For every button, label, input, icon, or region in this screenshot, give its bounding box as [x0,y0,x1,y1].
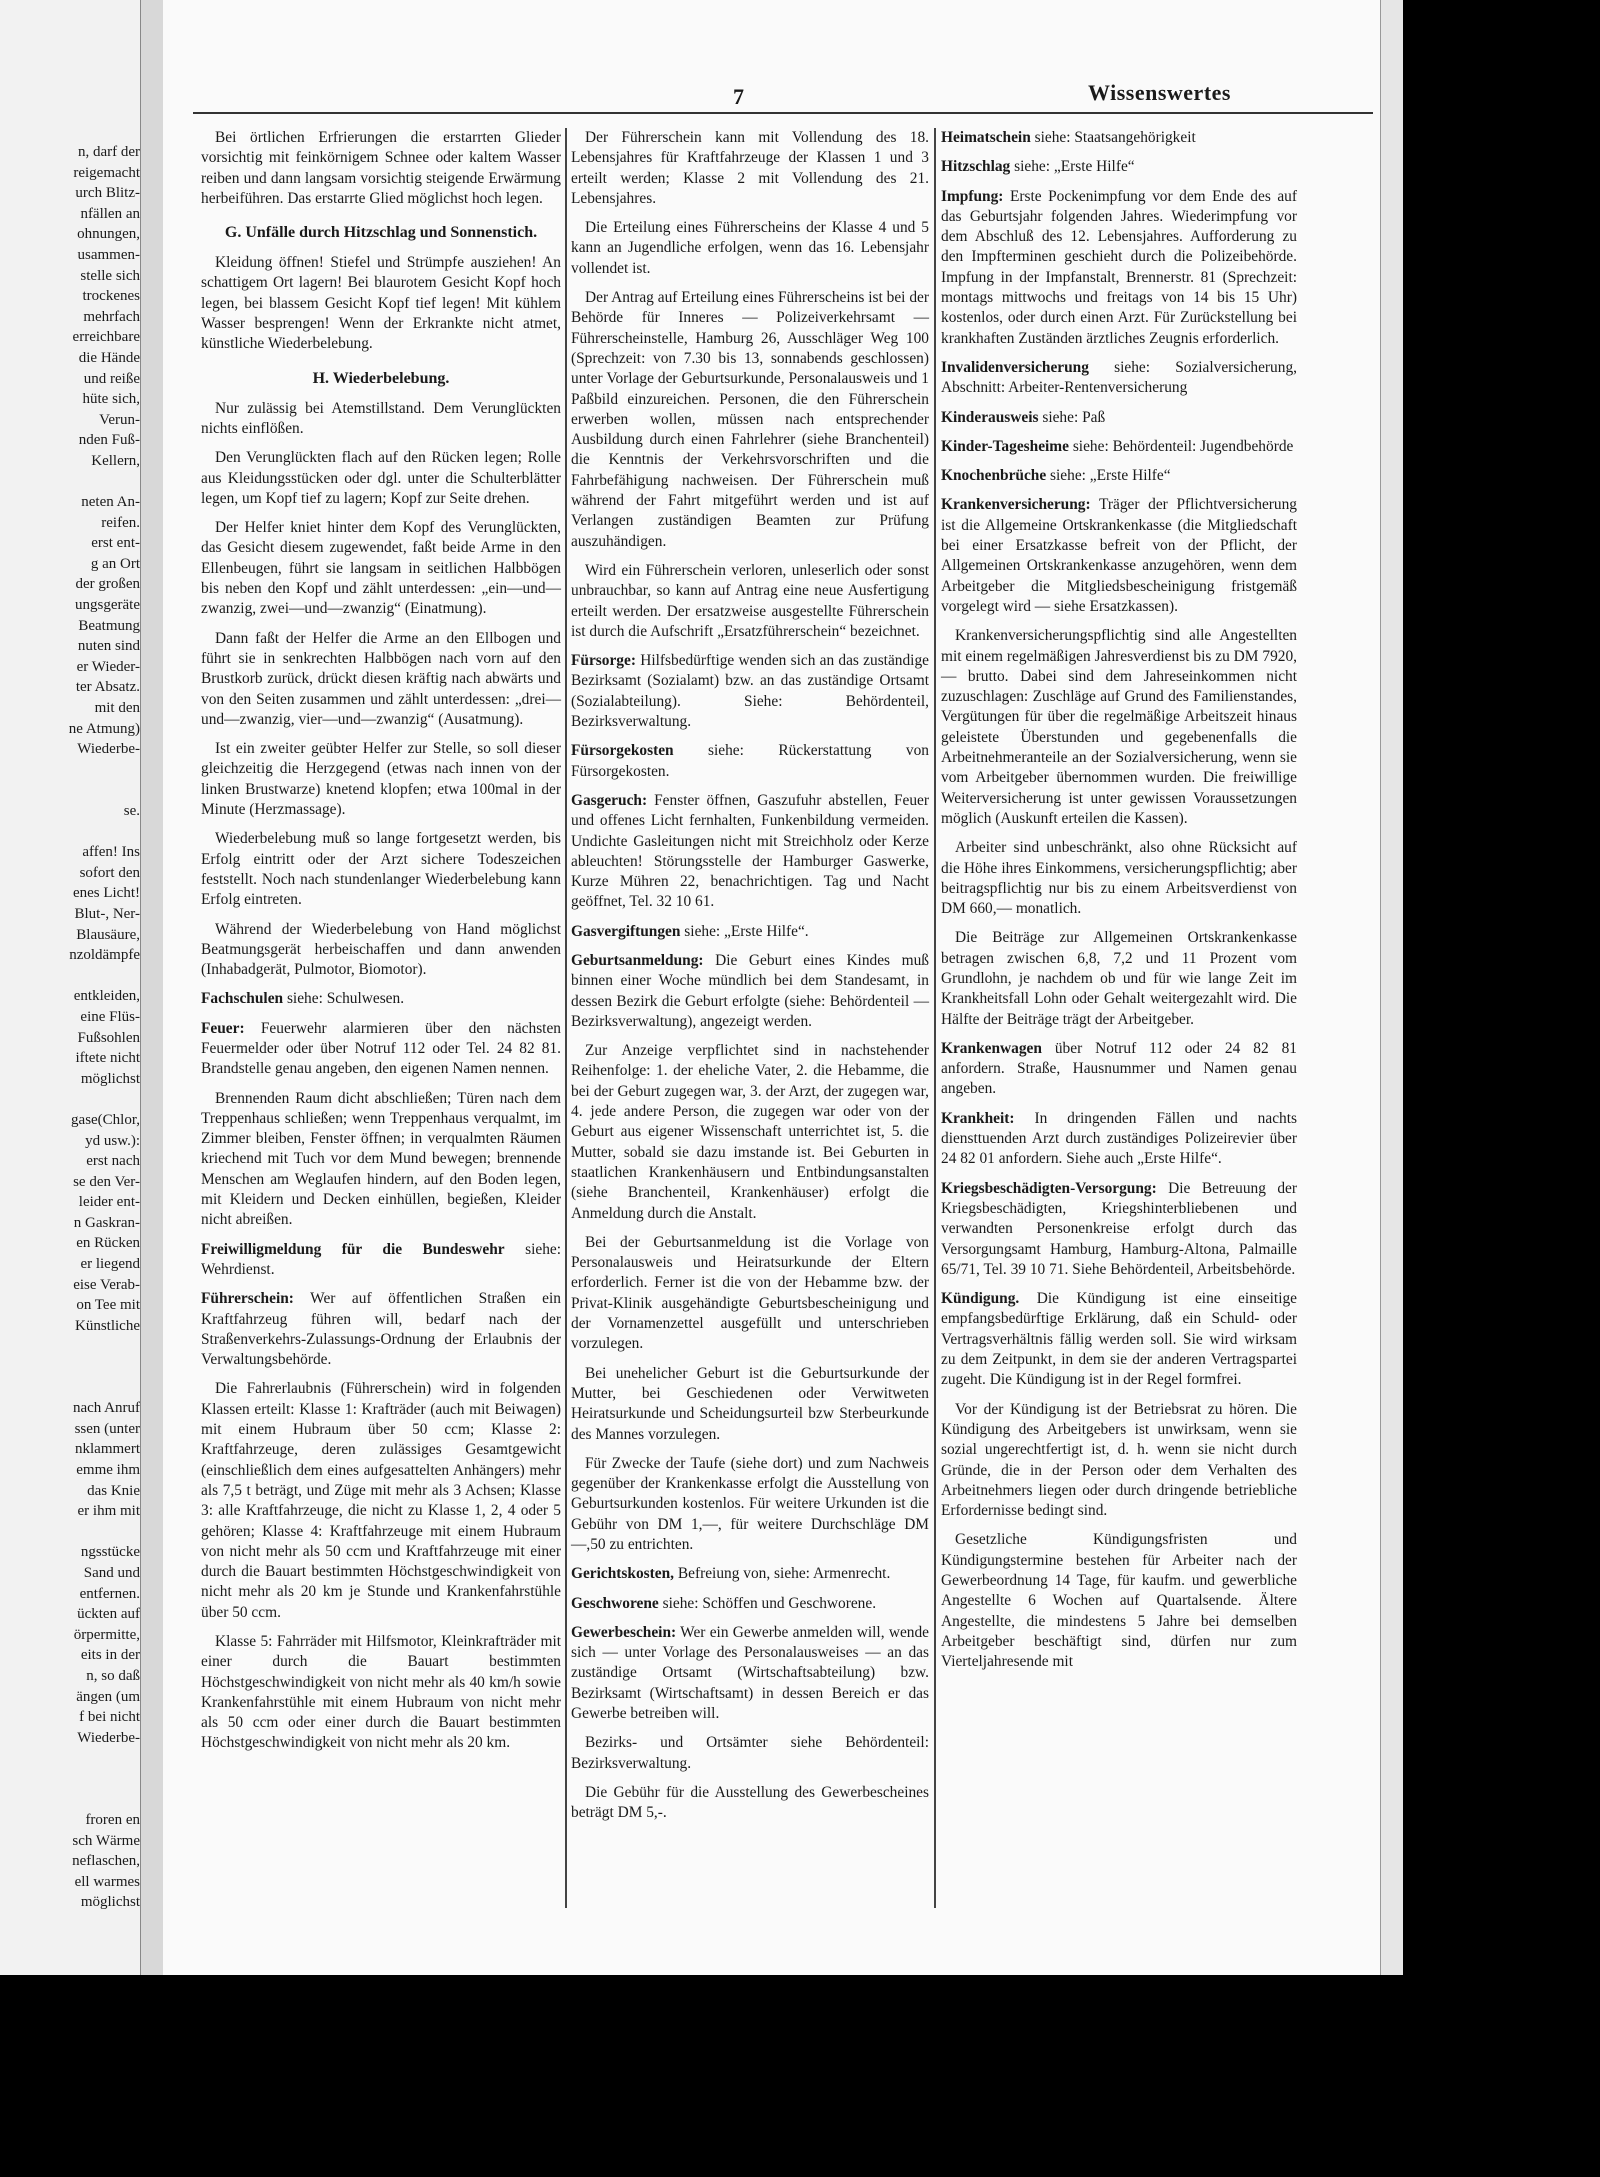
entry-term: Hitzschlag [941,158,1011,176]
left-page-line [4,1357,140,1378]
entry-kriegsbeschaedigten [941,1179,1297,1280]
paragraph: Krankenversicherungspflichtig sind alle Angestellten mit einem regelmäßigen Jahresverdienst bis zu DM 7920,— brutto. Dabei sind dem Jahreseinkommen nicht zuzuschlagen: Zuschläge auf Grund des Familienstandes, Vergütungen für über die regelmäßige Arbeitszeit hinaus geleistete Überstunden und gegebenenfalls die Arbeitnehmeranteile an der Sozialversicherung, wenn sie vom Arbeitgeber übernommen wurden. Die freiwillige Weiterversicherung ist unter gewissen Voraussetzungen möglich (Auskunft erteilen die Kassen). [941,627,1297,827]
left-page-line: reifen. [101,514,140,531]
entry-kinderausweis [941,408,1297,428]
paragraph: Die Erteilung eines Führerscheins der Klasse 4 und 5 kann an Jugendliche erfolgen, wenn das 16. Lebensjahr vollendet ist. [571,219,929,277]
entry-bundeswehr [201,1240,561,1281]
left-page-line: en Rücken [76,1235,140,1252]
left-page-line: n Gaskran- [73,1214,140,1231]
entry-text: siehe: Sozialversicherung, Abschnitt: Arbeiter-Rentenversicherung [941,358,1297,397]
page-number: 7 [733,84,744,109]
left-page-line: g an Ort [90,555,140,572]
left-page-line: se. [123,803,140,819]
left-page-line: das Knie [87,1482,140,1499]
entry-gasvergiftungen [571,922,929,942]
left-page-line: er ihm mit [77,1503,140,1520]
left-page-line: on Tee mit [76,1297,140,1314]
left-page-line: iftete nicht [75,1050,140,1067]
entry-term: Gasgeruch: [571,791,648,809]
paragraph: Die Gebühr für die Ausstellung des Gewerbescheines beträgt DM 5,-. [571,1783,929,1822]
paragraph: Der Antrag auf Erteilung eines Führerscheins ist bei der Behörde für Inneres — Polizeiverkehrsamt — Führerscheinstelle, Hamburg 26, Ausschläger Weg 100 (Sprechzeit: von 7.30 bis 13, sonnabends geschlossen) unter Vorlage der Geburtsurkunde, Personalausweis und 1 Paßbild einzureichen. Personen, die den Führerschein erwerben wollen, müssen nach entsprechender Ausbildung durch einen Fahrlehrer (siehe Branchenteil) die Kenntnis der Verkehrsvorschriften und die Fahrbefähigung nachweisen. Der Führerschein muß während der Fahrt mitgeführt werden und ist auf Verlangen zuständigen Beamten zur Prüfung auszuhändigen. [571,289,929,550]
entry-fuersorgekosten [571,741,929,782]
entry-kinder-tagesheime [941,437,1297,457]
left-page-line [4,966,140,987]
paragraph: Kleidung öffnen! Stiefel und Strümpfe ausziehen! An schattigem Ort lagern! Bei blaurotem Gesicht Kopf hoch legen, bei blassem Gesicht Kopf tief legen! Mit kühlem Wasser besprengen! Wenn der Erkrankte nicht atmet, künstliche Wiederbelebung. [201,254,561,353]
entry-term: Krankenwagen [941,1039,1042,1057]
left-page-line [4,1748,140,1769]
entry-text: In dringenden Fällen und nachts diensttuenden Arzt durch zuständiges Polizeirevier über 24 82 01 anfordern. Siehe auch „Erste Hilfe“. [941,1109,1297,1168]
left-page-line: die Hände [78,349,140,366]
entry-term: Kündigung. [941,1290,1020,1308]
left-page-line [4,1336,140,1357]
entry-term: Fürsorge: [571,652,636,670]
left-page-line: n, so daß [86,1667,140,1684]
entry-term: Knochenbrüche [941,467,1047,485]
entry-text: Hilfsbedürftige wenden sich an das zuständige Bezirksamt (Sozialamt) bzw. an das zuständige Ortsamt (Sozialabteilung). Siehe: Behördenteil, Bezirksverwaltung. [571,652,929,731]
entry-hitzschlag [941,157,1297,177]
paragraph: Während der Wiederbelebung von Hand möglichst Beatmungsgerät herbeischaffen und dann anwenden (Inhabadgerät, Pulmotor, Biomotor). [201,920,561,979]
entry-krankheit [941,1109,1297,1170]
entry-text: Die Geburt eines Kindes muß binnen einer Woche mündlich bei dem Standesamt, in dessen Bezirk die Geburt erfolgte (siehe: Behördenteil — Bezirksverwaltung), angezeigt werden. [571,951,929,1030]
left-page-line: mehrfach [83,308,140,325]
page-edge [1380,0,1403,1975]
left-page-line: erst ent- [91,535,140,552]
left-page-line: mit den [94,700,140,717]
left-page-line [4,1378,140,1399]
left-page-line: ngsstücke [80,1544,140,1561]
entry-text: über Notruf 112 oder 24 82 81 anfordern. Straße, Hausnummer und Namen genau angeben. [941,1039,1297,1098]
entry-geschworene [571,1594,929,1614]
left-page-line: eine Flüs- [80,1008,140,1025]
left-page-line: er liegend [80,1256,140,1273]
left-page-line: ssen (unter [74,1420,140,1437]
entry-text: Befreiung von, siehe: Armenrecht. [674,1565,891,1583]
left-page-line: neten An- [81,494,140,511]
paragraph: Bei unehelicher Geburt ist die Geburtsurkunde der Mutter, bei Geschiedenen oder Verwitweten Heiratsurkunde und Scheidungsurteil bzw Sterbeurkunde des Mannes vorzulegen. [571,1364,929,1443]
left-page-line: leider ent- [78,1194,140,1211]
entry-term: Geburtsanmeldung: [571,951,704,969]
paragraph: Gesetzliche Kündigungsfristen und Kündigungstermine bestehen für Arbeiter nach der Gewerbeordnung 14 Tage, für kaufm. und gewerbliche Angestellte 6 Wochen auf Quartalsende. Ältere Angestellte, die mindestens 5 Jahre bei demselben Arbeitgeber beschäftigt sind, dürfen nur zum Vierteljahresende mit [941,1531,1297,1671]
entry-text: siehe: Schöffen und Geschworene. [658,1594,877,1612]
left-page-line: Fußsohlen [77,1029,140,1046]
entry-term: Krankheit: [941,1109,1015,1127]
entry-term: Feuer: [201,1019,245,1037]
page [163,0,1403,1975]
paragraph: Brennenden Raum dicht abschließen; Türen nach dem Treppenhaus schließen; wenn Treppenhaus verqualmt, im Zimmer bleiben, Fenster öffnen; in verqualmten Räumen kriechend mit Tuch vor dem Mund bewegen; brennende Menschen am Weglaufen hindern, auf den Boden legen, mit Kleidern und Decken einhüllen, begießen, Kleider nicht abreißen. [201,1089,561,1229]
paragraph: Wird ein Führerschein verloren, unleserlich oder sonst unbrauchbar, so kann auf Antrag eine neue Ausfertigung erteilt werden. Der ersatzweise ausgestellte Führerschein ist durch die Aufschrift „Ersatzführerschein“ bezeichnet. [571,561,929,640]
paragraph: Bezirks- und Ortsämter siehe Behördenteil: Bezirksverwaltung. [571,1734,929,1772]
paragraph: Den Verunglückten flach auf den Rücken legen; Rolle aus Kleidungsstücken oder dgl. unter die Schulterblätter legen, um Kopf tief zu lagern; Kopf zur Seite drehen. [201,449,561,507]
entry-fachschulen [201,989,561,1009]
entry-gasgeruch [571,791,929,913]
left-page-line: reigemacht [73,164,140,181]
entry-krankenwagen [941,1039,1297,1100]
left-page-line: nklammert [75,1441,140,1458]
column-rule [565,128,567,1908]
entry-text: siehe: Behördenteil: Jugendbehörde [1068,437,1294,455]
left-page-line: Wiederbe- [77,1729,140,1746]
entry-term: Geschworene [571,1594,659,1612]
left-page-line [4,472,140,493]
left-page-line: gase(Chlor, [71,1111,140,1128]
entry-feuer [201,1019,561,1080]
left-page-line: sofort den [79,864,140,881]
paragraph: Vor der Kündigung ist der Betriebsrat zu hören. Die Kündigung des Arbeitgebers ist unwirksam, wenn sie sozial ungerechtfertigt ist, d. h. wenn sie nicht durch Gründe, die in der Person oder dem Verhalten des Arbeitnehmers liegen oder durch dringende betriebliche Erfordernisse bedingt sind. [941,1400,1297,1520]
entry-text: Die Kündigung ist eine einseitige empfangsbedürftige Erklärung, daß ein Schuld- oder Vertragsverhältnis fällig werden soll. Sie wird wirksam zu dem Zeitpunkt, in dem sie der anderen Vertragspartei zugeht. Die Kündigung ist in der Regel formfrei. [941,1290,1297,1389]
paragraph: Wiederbelebung muß so lange fortgesetzt werden, bis Erfolg eintritt oder der Arzt sichere Todeszeichen feststellt. Noch nach stundenlanger Wiederbelebung kann Erfolg eintreten. [201,830,561,909]
paragraph: Der Führerschein kann mit Vollendung des 18. Lebensjahres für Kraftfahrzeuge der Klassen 1 und 3 erteilt werden; Klasse 2 mit Vollendung des 21. Lebensjahres. [571,129,929,207]
left-page-line: nfällen an [80,205,140,222]
paragraph: Arbeiter sind unbeschränkt, also ohne Rücksicht auf die Höhe ihres Einkommens, versicherungspflichtig; aber beitragspflichtig nur bis zu einem Arbeitsverdienst von DM 660,— monatlich. [941,839,1297,918]
left-page-line [4,822,140,843]
left-page-line [4,780,140,801]
entry-term: Kriegsbeschädigten-Versorgung: [941,1179,1157,1197]
left-page-line: f bei nicht [79,1709,140,1726]
left-page-line: nden Fuß- [78,432,140,449]
entry-text: Wer ein Gewerbe anmelden will, wende sich — unter Vorlage des Personalausweises — an das zuständige Ortsamt (Wirtschaftsabteilung) bzw. Bezirksamt (Wirtschaftsamt) in dessen Bereich er das Gewerbe betreiben will. [571,1623,929,1723]
left-page-line: ückten auf [77,1606,140,1623]
left-page-line: ell warmes [74,1873,140,1890]
left-page-line [4,760,140,781]
entry-text: Die Betreuung der Kriegsbeschädigten, Kriegshinterbliebenen und verwandten Personenkreise erfolgt durch das Versorgungsamt Hamburg, Hamburg-Altona, Palmaille 65/71, Tel. 39 10 71. Siehe Behördenteil, Arbeitsbehörde. [941,1179,1297,1278]
entry-knochenbrueche [941,466,1297,486]
left-page-line [4,1790,140,1811]
left-page-line: urch Blitz- [75,185,140,202]
entry-heimatschein [941,128,1297,148]
entry-kuendigung [941,1289,1297,1390]
paragraph: Bei örtlichen Erfrierungen die erstarrten Glieder vorsichtig mit feinkörnigem Schnee oder kaltem Wasser reiben und dann langsam vorsichtig steigende Erwärmung herbeiführen. Das erstarrte Glied möglichst hoch legen. [201,129,561,207]
entry-term: Fürsorgekosten [571,742,674,760]
left-page-line: stelle sich [80,267,140,284]
left-page-line: ne Atmung) [68,720,140,737]
left-page-line [4,1089,140,1110]
section-heading: G. Unfälle durch Hitzschlag und Sonnenstich. [224,224,538,242]
entry-text: Träger der Pflichtversicherung ist die Allgemeine Ortskrankenkasse (die Mitgliedschaft bei einer Ersatzkasse befreit von der Pflicht, der Allgemeinen Ortskrankenkasse anzugehören, wenn dem Arbeitgeber die Mitgliedsbescheinigung fristgemäß vorgelegt wird — siehe Ersatzkassen). [941,496,1297,615]
paragraph: Für Zwecke der Taufe (siehe dort) und zum Nachweis gegenüber der Krankenkasse erfolgt die Ausstellung von Geburtsurkunden kostenlos. Für weitere Urkunden ist die Gebühr von DM 1,—, für weitere Durchschläge DM —,50 zu entrichten. [571,1454,929,1553]
left-page-line: Kellern, [91,452,140,469]
left-page-line: nzoldämpfe [69,947,140,964]
left-page-line: ter Absatz. [75,679,140,696]
paragraph: Die Fahrerlaubnis (Führerschein) wird in folgenden Klassen erteilt: Klasse 1: Krafträder (auch mit Beiwagen) mit einem Hubraum über 50 ccm; Klasse 2: Kraftfahrzeuge, deren zulässiges Gesamtgewicht (einschließlich dem eines aufgesattelten Anhängers) mehr als 7,5 t beträgt, und Züge mit mehr als 3 Achsen; Klasse 3: alle Kraftfahrzeuge, die nicht zu Klasse 1, 2, 4 oder 5 gehören; Klasse 4: Kraftfahrzeuge mit einem Hubraum von nicht mehr als 50 ccm und Kraftfahrzeuge mit einer durch die Bauart bestimmten Höchstgeschwindigkeit von nicht mehr als 20 km je Stunde und Krankenfahrstühle über 50 ccm. [201,1380,561,1621]
book-gutter [140,0,164,1975]
entry-term: Gewerbeschein: [571,1623,677,1641]
paragraph: Zur Anzeige verpflichtet sind in nachstehender Reihenfolge: 1. der eheliche Vater, 2. die Hebamme, die bei der Geburt zugegen war, 3. der Arzt, der zugegen war, 4. jede andere Person, die zugegen war oder von der Geburt aus eigener Wissenschaft unterrichtet ist, 5. die Mutter, sobald sie dazu imstande ist. Bei Geburten in staatlichen Krankenhäusern und Entbindungsanstalten (siehe Branchenteil, Krankenhäuser) erfolgt die Anmeldung durch die Anstalt. [571,1042,929,1222]
entry-term: Invalidenversicherung [941,358,1089,376]
left-page-line: yd usw.): [85,1132,140,1149]
paragraph: Nur zulässig bei Atemstillstand. Dem Verunglückten nichts einflößen. [201,399,561,437]
left-page-line: affen! Ins [82,844,140,861]
left-page-line: entkleiden, [73,988,140,1005]
left-page-line: Verun- [99,411,140,428]
entry-term: Gerichtskosten, [571,1565,675,1583]
entry-text: Erste Pockenimpfung vor dem Ende des auf das Geburtsjahr folgenden Jahres. Wiederimpfung vor dem Abschluß des 12. Lebensjahres. Aufforderung zu den Impfterminen geschieht durch die Polizeibehörde. Impfung in der Impfanstalt, Brennerstr. 81 (Sprechzeit: montags mittwochs und freitags von 14 bis 15 Uhr) kostenlos, oder durch einen Arzt. Für Zurückstellung bei krankhaften Zuständen ärztliches Zeugnis erforderlich. [941,187,1297,347]
left-page-line: örpermitte, [73,1626,140,1643]
paragraph: Dann faßt der Helfer die Arme an den Ellbogen und führt sie in senkrechten Halbbögen nach vorn auf den Brustkorb zurück, drückt diesen kräftig nach abwärts und von den Seiten zusammen und zählt unterdessen: „drei—und—zwanzig, vier—und—zwanzig“ (Ausatmung). [201,629,561,728]
section-heading: H. Wiederbelebung. [312,369,450,387]
left-page-text [4,142,140,1913]
entry-text: Fenster öffnen, Gaszufuhr abstellen, Feuer und offenes Licht fernhalten, Funkenbildung vermeiden. Undichte Gasleitungen nicht mit Streichholz oder Kerze ableuchten! Störungsstelle der Hamburger Gaswerke, Kurze Mühren 22, benachrichtigen. Tag und Nacht geöffnet, Tel. 32 10 61. [571,791,929,911]
entry-impfung [941,187,1297,349]
entry-text: siehe: Schulwesen. [283,990,405,1008]
left-page-line: Blut-, Ner- [74,905,140,922]
left-page-line: Blausäure, [76,926,140,943]
left-page-line: Sand und [83,1564,140,1581]
left-page-line: hüte sich, [82,391,140,408]
entry-text: Wer auf öffentlichen Straßen ein Kraftfahrzeug führen will, bedarf nach der Straßenverkehrs-Zulassungs-Ordnung der Erlaubnis der Verwaltungsbehörde. [201,1290,561,1369]
header-rule [193,112,1373,114]
entry-term: Führerschein: [201,1290,294,1308]
column-3 [941,128,1297,1681]
left-page-line: eise Verab- [73,1276,140,1293]
entry-invalidenversicherung [941,358,1297,399]
entry-term: Freiwilligmeldung für die Bundeswehr [201,1240,505,1258]
entry-term: Impfung: [941,187,1004,205]
left-page-line: se den Ver- [73,1173,140,1190]
left-page-line: ungsgeräte [75,597,140,614]
left-page-fragment [0,0,140,1975]
paragraph: Bei der Geburtsanmeldung ist die Vorlage von Personalausweis und Heiratsurkunde der Eltern erforderlich. Ferner ist die von der Hebamme bzw. der Privat-Klinik ausgehändigte Geburtsbescheinigung und der Vornamenzettel ausgefüllt und unterschrieben vorzulegen. [571,1233,929,1353]
left-page-line: und reiße [83,370,140,387]
left-page-line [4,1522,140,1543]
entry-fuersorge [571,651,929,732]
left-page-line: neflaschen, [72,1853,140,1870]
left-page-line: froren en [85,1812,140,1829]
entry-text: siehe: Staatsangehörigkeit [1030,129,1196,146]
entry-text: siehe: „Erste Hilfe“ [1010,158,1135,176]
entry-term: Kinder-Tagesheime [941,437,1069,455]
entry-term: Kinderausweis [941,408,1039,426]
left-page-line: trockenes [82,288,140,305]
entry-term: Heimatschein [941,129,1031,146]
left-page-line: usammen- [77,246,140,263]
paragraph: Klasse 5: Fahrräder mit Hilfsmotor, Kleinkrafträder mit einer durch die Bauart bestimmten Höchstgeschwindigkeit von nicht mehr als 40 km/h sowie Krankenfahrstühle mit einem Hubraum von nicht mehr als 50 ccm oder einer durch die Bauart bestimmten Höchstgeschwindigkeit von nicht mehr als 20 km. [201,1633,561,1752]
entry-text: siehe: Wehrdienst. [201,1240,562,1278]
left-page-line: möglichst [80,1894,140,1911]
left-page-line: enes Licht! [72,885,140,902]
left-page-line [4,1769,140,1790]
entry-krankenversicherung [941,495,1297,617]
left-page-line: erst nach [86,1153,140,1170]
left-page-line: n, darf der [77,144,140,160]
left-page-line: ängen (um [76,1688,140,1705]
left-page-line: entfernen. [79,1585,140,1602]
left-page-line: ohnungen, [77,226,140,243]
left-page-line: erreichbare [72,329,140,346]
entry-gewerbeschein [571,1623,929,1724]
left-page-line: er Wieder- [76,658,140,675]
column-rule [934,128,936,1908]
entry-geburtsanmeldung [571,951,929,1032]
column-1 [201,128,561,1763]
entry-fuehrerschein [201,1289,561,1370]
left-page-line: nuten sind [77,638,140,655]
left-page-line: Wiederbe- [77,741,140,758]
left-page-line: eits in der [80,1647,140,1664]
left-page-line: der großen [75,576,140,593]
left-page-line: möglichst [80,1070,140,1087]
entry-text: siehe: „Erste Hilfe“. [680,922,809,940]
entry-term: Gasvergiftungen [571,922,681,940]
running-title: Wissenswertes [1088,80,1231,105]
left-page-line: Künstliche [75,1317,140,1334]
paragraph: Ist ein zweiter geübter Helfer zur Stelle, so soll dieser gleichzeitig die Herzgegend (etwas nach innen von der linken Brustwarze) knetend klopfen; etwa 100mal in der Minute (Herzmassage). [201,740,561,819]
entry-text: siehe: Paß [1038,408,1106,426]
entry-text: Feuerwehr alarmieren über den nächsten Feuermelder oder über Notruf 112 oder Tel. 24 82 81. Brandstelle genau angeben, den eigenen Namen nennen. [201,1019,561,1078]
paragraph: Der Helfer kniet hinter dem Kopf des Verunglückten, das Gesicht diesem zugewendet, faßt beide Arme in den Ellenbeugen, führt sie langsam in seitlichen Halbbögen bis neben den Kopf und zählt unterdessen: „ein—und—zwanzig, zwei—und—zwanzig“ (Einatmung). [201,519,561,618]
entry-term: Fachschulen [201,990,284,1008]
entry-text: siehe: „Erste Hilfe“ [1046,467,1171,485]
left-page-line: sch Wärme [72,1832,140,1849]
left-page-line: emme ihm [76,1462,140,1478]
entry-gerichtskosten [571,1564,929,1584]
paragraph: Die Beiträge zur Allgemeinen Ortskrankenkasse betragen zwischen 6,8, 7,2 und 11 Prozent vom Grundlohn, je nachdem ob und für wie lange Zeit im Krankheitsfall Lohn oder Gehalt weitergezahlt wird. Die Hälfte der Beiträge trägt der Arbeitgeber. [941,929,1297,1028]
left-page-line: Beatmung [78,617,140,634]
entry-term: Krankenversicherung: [941,496,1091,514]
column-2 [571,128,929,1833]
entry-text: siehe: Rückerstattung von Fürsorgekosten. [571,742,929,780]
left-page-line: nach Anruf [72,1400,140,1417]
